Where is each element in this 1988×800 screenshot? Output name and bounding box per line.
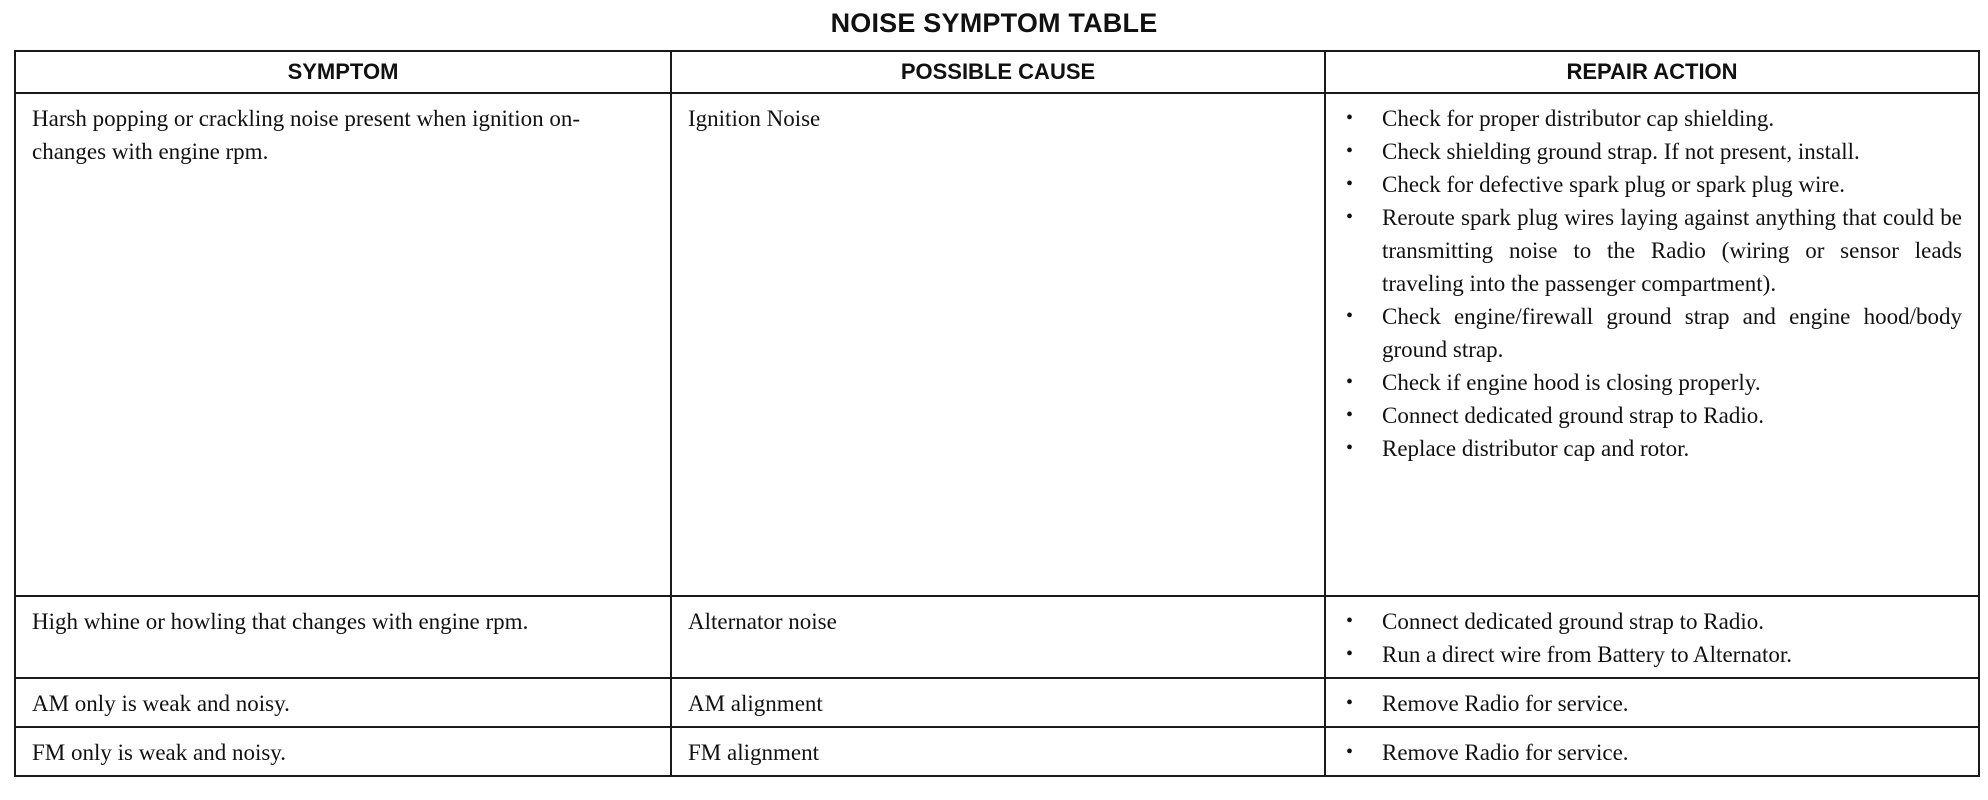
repair-action-item: [1342, 605, 1962, 638]
table-row: [15, 93, 1979, 596]
bullet-icon: •: [1346, 643, 1354, 665]
repair-action-item: [1342, 432, 1962, 465]
header-row: [15, 51, 1979, 93]
bullet-icon: •: [1346, 371, 1354, 393]
action-cell: [1325, 93, 1979, 596]
bullet-icon: •: [1346, 404, 1354, 426]
bullet-icon: •: [1346, 741, 1354, 763]
header-possible-cause: POSSIBLE CAUSE: [671, 51, 1325, 93]
repair-action-text: Check for proper distributor cap shielding.: [1382, 106, 1775, 131]
repair-action-text: Remove Radio for service.: [1382, 740, 1629, 765]
bullet-icon: •: [1346, 610, 1354, 632]
cause-cell: Alternator noise: [671, 596, 1325, 678]
repair-action-item: [1342, 736, 1962, 769]
bullet-icon: •: [1346, 437, 1354, 459]
repair-action-list: [1342, 736, 1962, 769]
bullet-icon: •: [1346, 692, 1354, 714]
bullet-icon: •: [1346, 206, 1354, 228]
repair-action-text: Check shielding ground strap. If not present, install.: [1382, 139, 1860, 164]
bullet-icon: •: [1346, 305, 1354, 327]
symptom-cell: High whine or howling that changes with engine rpm.: [15, 596, 671, 678]
header-symptom: SYMPTOM: [15, 51, 671, 93]
repair-action-text: Connect dedicated ground strap to Radio.: [1382, 403, 1764, 428]
table-row: [15, 678, 1979, 727]
page-title: NOISE SYMPTOM TABLE: [830, 8, 1158, 38]
repair-action-item: [1342, 300, 1962, 366]
repair-action-item: [1342, 399, 1962, 432]
repair-action-item: [1342, 102, 1962, 135]
repair-action-list: [1342, 102, 1962, 465]
bullet-icon: •: [1346, 173, 1354, 195]
repair-action-item: [1342, 201, 1962, 300]
repair-action-text: Connect dedicated ground strap to Radio.: [1382, 609, 1764, 634]
symptom-cell: FM only is weak and noisy.: [15, 727, 671, 776]
table-row: [15, 596, 1979, 678]
repair-action-text: Run a direct wire from Battery to Alternator.: [1382, 642, 1793, 667]
repair-action-list: [1342, 605, 1962, 671]
repair-action-text: Check for defective spark plug or spark plug wire.: [1382, 172, 1846, 197]
action-cell: [1325, 727, 1979, 776]
repair-action-item: [1342, 168, 1962, 201]
cause-cell: Ignition Noise: [671, 93, 1325, 596]
bullet-icon: •: [1346, 140, 1354, 162]
repair-action-item: [1342, 366, 1962, 399]
cause-cell: FM alignment: [671, 727, 1325, 776]
bullet-icon: •: [1346, 107, 1354, 129]
repair-action-text: Check engine/firewall ground strap and engine hood/body ground strap.: [1382, 304, 1962, 362]
repair-action-text: Replace distributor cap and rotor.: [1382, 436, 1690, 461]
repair-action-item: [1342, 638, 1962, 671]
repair-action-text: Reroute spark plug wires laying against anything that could be transmitting noise to the Radio (wiring or sensor leads traveling into the passenger compartment).: [1382, 205, 1962, 296]
repair-action-item: [1342, 687, 1962, 720]
cause-cell: AM alignment: [671, 678, 1325, 727]
noise-symptom-table: [14, 50, 1980, 777]
repair-action-text: Remove Radio for service.: [1382, 691, 1629, 716]
repair-action-text: Check if engine hood is closing properly.: [1382, 370, 1761, 395]
action-cell: [1325, 596, 1979, 678]
repair-action-list: [1342, 687, 1962, 720]
action-cell: [1325, 678, 1979, 727]
header-repair-action: REPAIR ACTION: [1325, 51, 1979, 93]
table-row: [15, 727, 1979, 776]
repair-action-item: [1342, 135, 1962, 168]
symptom-cell: Harsh popping or crackling noise present when ignition on-changes with engine rpm.: [15, 93, 671, 596]
symptom-cell: AM only is weak and noisy.: [15, 678, 671, 727]
